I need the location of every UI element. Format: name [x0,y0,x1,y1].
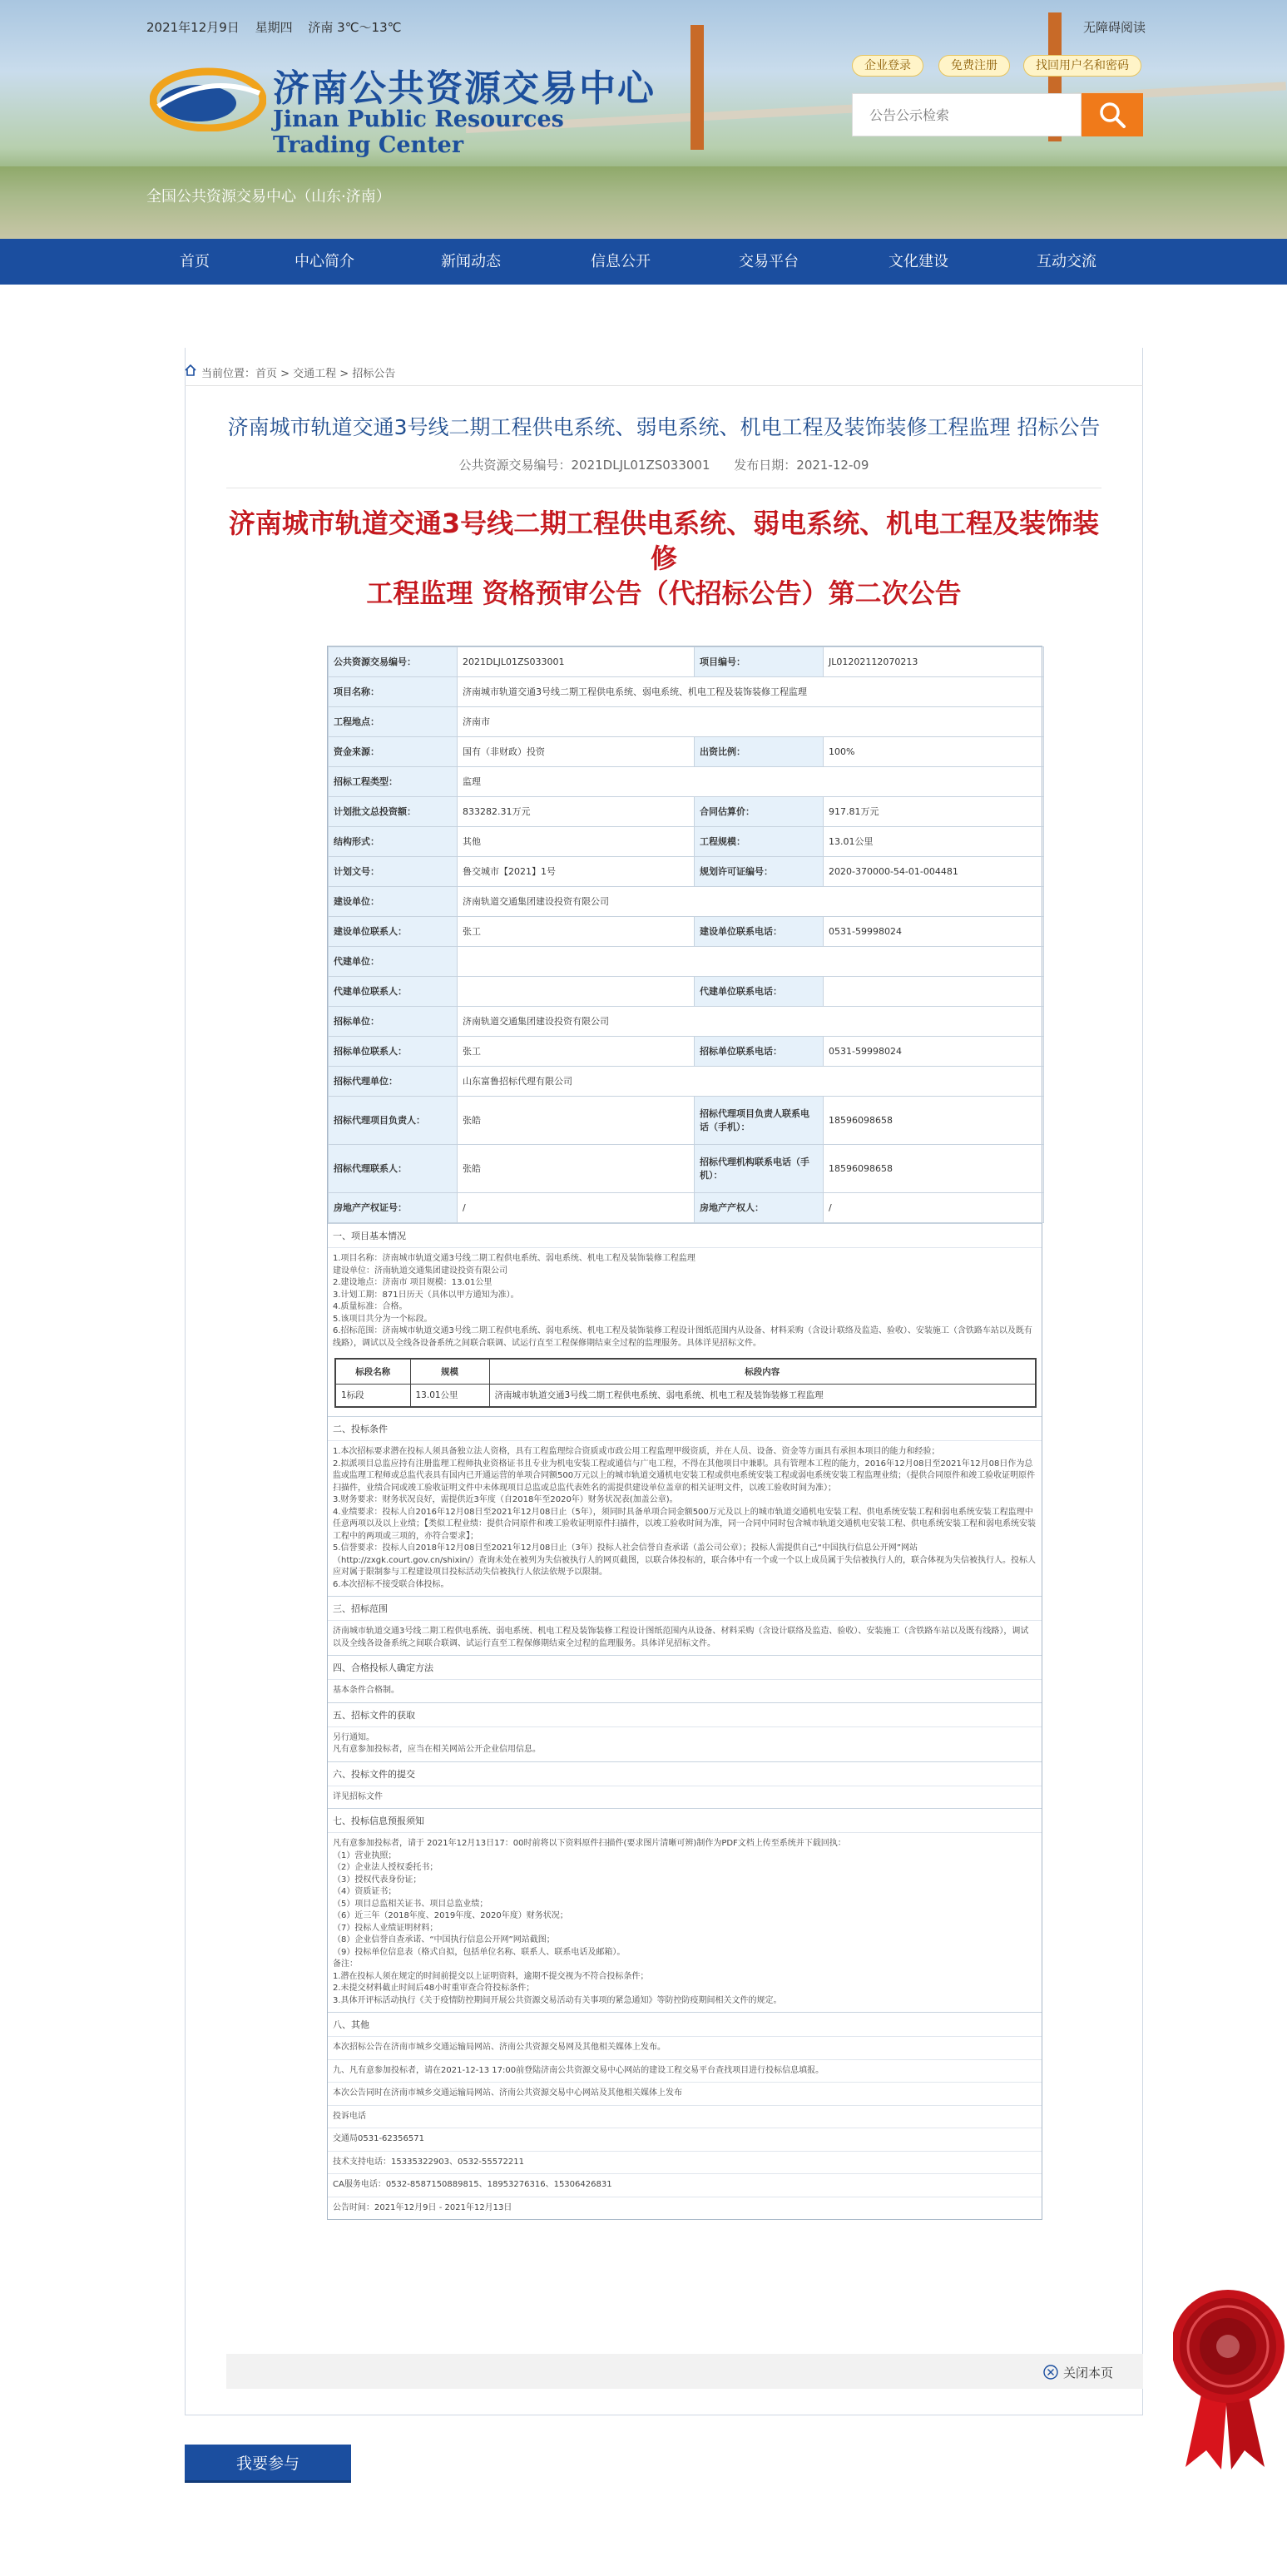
site-logo[interactable] [150,58,666,158]
nav-trading-platform[interactable]: 交易平台 [739,253,799,270]
info-label: 合同估算价： [695,797,824,827]
info-value: 2021DLJL01ZS033001 [458,647,695,677]
info-label: 公共资源交易编号： [329,647,458,677]
info-value: / [824,1193,1044,1223]
info-value: 济南市 [458,707,1044,737]
info-label: 招标单位： [329,1007,458,1037]
breadcrumb [185,358,1143,386]
participate-button[interactable]: 我要参与 [185,2445,351,2483]
breadcrumb-text[interactable]: 当前位置：首页 > 交通工程 > 招标公告 [201,368,396,380]
home-icon [185,364,196,376]
table-header-row [335,1359,1036,1384]
info-value: 济南城市轨道交通3号线二期工程供电系统、弱电系统、机电工程及装饰装修工程监理 [458,677,1044,707]
section-title: 八、其他 [328,2012,1042,2036]
info-value: 济南轨道交通集团建设投资有限公司 [458,887,1044,917]
nav-interaction[interactable]: 互动交流 [1037,253,1096,270]
info-label: 招标代理项目负责人联系电话（手机）： [695,1097,824,1145]
table-row [329,1007,1044,1037]
current-weekday: 星期四 [255,20,293,35]
table-row [329,857,1044,887]
table-row [329,707,1044,737]
article-meta [185,456,1143,473]
info-label: 招标工程类型： [329,767,458,797]
info-label: 出资比例： [695,737,824,767]
notice-document [327,646,1042,2220]
info-value: 山东富鲁招标代理有限公司 [458,1067,1044,1097]
bid-cell-scale: 13.01公里 [410,1384,489,1407]
info-label: 代建单位联系电话： [695,977,824,1007]
section-body: 基本条件合格制。 [328,1679,1042,1702]
info-value: 张皓 [458,1145,695,1193]
info-label: 代建单位： [329,947,458,977]
info-label: 招标代理项目负责人： [329,1097,458,1145]
info-value: 张皓 [458,1097,695,1145]
section-title: 五、招标文件的获取 [328,1702,1042,1726]
section-title: 二、投标条件 [328,1416,1042,1440]
section-body: 本次招标公告在济南市城乡交通运输局网站、济南公共资源交易网及其他相关媒体上发布。 [328,2036,1042,2059]
notice-headline-line-2: 工程监理 资格预审公告（代招标公告）第二次公告 [366,577,962,609]
info-value: 18596098658 [824,1097,1044,1145]
section-title: 七、投标信息预报须知 [328,1808,1042,1832]
info-label: 招标代理单位： [329,1067,458,1097]
page-title: 济南城市轨道交通3号线二期工程供电系统、弱电系统、机电工程及装饰装修工程监理 招标公告 [227,415,1101,439]
table-row [329,827,1044,857]
info-label: 招标单位联系电话： [695,1037,824,1067]
notice-period: 公告时间：2021年12月9日 - 2021年12月13日 [328,2197,1042,2220]
nav-culture[interactable]: 文化建设 [889,253,948,270]
free-register-button[interactable]: 免费注册 [938,55,1010,77]
bid-header-name: 标段名称 [335,1359,410,1384]
info-label: 招标单位联系人： [329,1037,458,1067]
table-row [329,1067,1044,1097]
info-value: 0531-59998024 [824,917,1044,947]
table-row [329,947,1044,977]
info-label: 计划批文总投资额： [329,797,458,827]
info-label: 招标代理机构联系电话（手机）： [695,1145,824,1193]
info-value: 917.81万元 [824,797,1044,827]
publish-date: 发布日期：2021-12-09 [734,458,869,473]
trading-code: 公共资源交易编号：2021DLJL01ZS033001 [458,458,710,473]
section-body: 1.项目名称：济南城市轨道交通3号线二期工程供电系统、弱电系统、机电工程及装饰装修工程监理 建设单位：济南轨道交通集团建设投资有限公司 2.建设地点：济南市 项目规模：13.01公里 3.计划工期：871日历天（具体以甲方通知为准）。 4.质量标准：合格。 5.该项目共分为一个标段。 6.招标范围：济南城市轨道交通3号线二期工程供电系统、弱电系统、机电工程及装饰装修工程设计图纸范围内从设备、材料采购（含设计联络及监造、验收）、安装施工（含铁路车站以及既有线路），调试以及全线各设备系统之间联合联调、试运行直至工程保修期结束全过程的监理服务。具体详见招标文件。 [328,1247,1042,1355]
search-button[interactable] [1082,93,1143,136]
wax-seal-ribbon-icon [1173,2280,1287,2471]
date-weather-line [146,18,413,36]
close-page-link[interactable] [1043,2364,1113,2381]
section-body: 详见招标文件 [328,1786,1042,1809]
info-label: 计划文号： [329,857,458,887]
section-body: 九、凡有意参加投标者，请在2021-12-13 17:00前登陆济南公共资源交易中心网站的建设工程交易平台查找项目进行投标信息填报。 [328,2059,1042,2083]
section-title: 六、投标文件的提交 [328,1761,1042,1786]
section-body: 济南城市轨道交通3号线二期工程供电系统、弱电系统、机电工程及装饰装修工程设计图纸范围内从设备、材料采购（含设计联络及监造、验收）、安装施工（含铁路车站以及既有线路），调试以及全线各设备系统之间联合联调、试运行直至工程保修期结束全过程的监理服务。具体详见招标文件。 [328,1620,1042,1655]
table-row [329,767,1044,797]
table-row [329,887,1044,917]
section-body: 本次公告同时在济南市城乡交通运输局网站、济南公共资源交易中心网站及其他相关媒体上发布 [328,2082,1042,2105]
header-subtitle: 全国公共资源交易中心（山东·济南） [146,188,391,206]
close-bar [226,2354,1143,2389]
logo-chinese-name: 济南公共资源交易中心 [273,67,656,110]
nav-news[interactable]: 新闻动态 [441,253,501,270]
table-row [329,647,1044,677]
recover-account-button[interactable]: 找回用户名和密码 [1023,55,1141,77]
info-label: 建设单位联系电话： [695,917,824,947]
logo-english-name: Jinan Public Resources Trading Center [273,107,564,158]
bid-section-table [334,1358,1037,1408]
info-label: 房地产产权证号： [329,1193,458,1223]
info-label: 项目名称： [329,677,458,707]
info-value: 监理 [458,767,1044,797]
project-info-table [328,646,1044,1223]
info-value [824,977,1044,1007]
info-label: 结构形式： [329,827,458,857]
info-label: 项目编号： [695,647,824,677]
info-value: 0531-59998024 [824,1037,1044,1067]
logo-emblem-icon [150,65,266,131]
current-date: 2021年12月9日 [146,20,240,35]
notice-headline-line-1: 济南城市轨道交通3号线二期工程供电系统、弱电系统、机电工程及装饰装修 [228,508,1100,574]
header-bridge-tower [691,25,704,150]
section-body: 1.本次招标要求潜在投标人须具备独立法人资格，具有工程监理综合资质或市政公用工程监理甲级资质，并在人员、设备、资金等方面具有承担本项目的能力和经验； 2.拟派项目总监应持有注册监理工程师执业资格证书且专业为机电安装工程或通信与广电工程，不得在其他项目中兼职。具有管理本工程的能力，2016年12月08日至2021年12月08日作为总监或监理工程师或总监代表具有国内已开通运营的单项合同额500万元以上的城市轨道交通机电安装工程或供电系统安装工程或弱电系统安装工程监理业绩；（提供合同原件和竣工验收证明原件扫描件，业绩合同或竣工验收证明文件中未体现项目总监或总监代表姓名的需提供建设单位盖章的相关证明文件，以竣工验收时间为准）； 3.财务要求：财务状况良好，需提供近3年度（自2018年至2020年）财务状况表(加盖公章)。 4.业绩要求：投标人自2016年12月08日至2021年12月08日止（5年），须同时具备单项合同金额500万元及以上的城市轨道交通机电安装工程、供电系统安装工程和弱电系统安装工程监理中任意两项以及以上业绩；【类似工程业绩：提供合同原件和竣工验收证明原件扫描件，以竣工验收时间为准，同一合同中同时包含城市轨道交通机电安装工程、供电系统安装工程和弱电系统安装工程中的两项或三项的，亦符合要求】； 5.信誉要求：投标人自2018年12月08日至2021年12月08日止（3年）投标人社会信誉自查承诺（盖公司公章）；投标人需提供自己“中国执行信息公开网”网站（http://zxgk.court.gov.cn/shixin/）查询未处在被列为失信被执行人的网页截图，以联合体投标的，联合体中有一个或一个以上成员属于失信被执行人的，联合体视为失信被执行人。投标人应对属于限制参与工程建设项目投标活动失信被执行人依法依规予以限制。 6.本次招标不接受联合体投标。 [328,1440,1042,1596]
nav-info-disclosure[interactable]: 信息公开 [591,253,651,270]
section-title: 四、合格投标人确定方法 [328,1655,1042,1679]
nav-home[interactable]: 首页 [180,253,210,270]
bid-cell-content: 济南城市轨道交通3号线二期工程供电系统、弱电系统、机电工程及装饰装修工程监理 [489,1384,1036,1407]
info-value [458,947,1044,977]
info-label: 房地产产权人： [695,1193,824,1223]
section-body: 另行通知。 凡有意参加投标者，应当在相关网站公开企业信用信息。 [328,1726,1042,1761]
info-value: 张工 [458,1037,695,1067]
info-value: 13.01公里 [824,827,1044,857]
info-value: 18596098658 [824,1145,1044,1193]
info-value: 833282.31万元 [458,797,695,827]
section-body: 凡有意参加投标者，请于 2021年12月13日17：00时前将以下资料原件扫描件(要求图片清晰可辨)制作为PDF文档上传至系统并下载回执： （1）营业执照； （2）企业法人授权委托书； （3）授权代表身份证； （4）资质证书； （5）项目总监相关证书、项目总监业绩； （6）近三年（2018年度、2019年度、2020年度）财务状况； （7）投标人业绩证明材料； （8）企业信誉自查承诺、“中国执行信息公开网”网站截图； （9）投标单位信息表（格式自拟，包括单位名称、联系人、联系电话及邮箱）。 备注： 1.潜在投标人须在规定的时间前提交以上证明资料，逾期不提交视为不符合投标条件； 2.未提交材料截止时间后48小时重审查合符投标条件； 3.具体开评标活动执行《关于疫情防控期间开展公共资源交易活动有关事项的紧急通知》等防控防疫期间相关文件的规定。 [328,1832,1042,2012]
info-label: 资金来源： [329,737,458,767]
table-row [329,1193,1044,1223]
accessible-reading-link[interactable]: 无障碍阅读 [1083,20,1146,35]
info-value: 其他 [458,827,695,857]
table-row [329,977,1044,1007]
bid-cell-name: 1标段 [335,1384,410,1407]
bid-header-scale: 规模 [410,1359,489,1384]
info-value: 张工 [458,917,695,947]
info-label: 工程地点： [329,707,458,737]
info-value: 2020-370000-54-01-004481 [824,857,1044,887]
info-value: 济南轨道交通集团建设投资有限公司 [458,1007,1044,1037]
table-row [329,917,1044,947]
contact-line: 交通局0531-62356571 [328,2128,1042,2151]
info-value [458,977,695,1007]
info-value: / [458,1193,695,1223]
site-header [0,0,1287,239]
weather-info: 济南 3℃～13℃ [308,20,402,35]
info-label: 代建单位联系人： [329,977,458,1007]
close-icon [1043,2365,1058,2380]
info-label: 招标代理联系人： [329,1145,458,1193]
close-page-label: 关闭本页 [1063,2365,1114,2380]
contact-line: 技术支持电话：15335322903、0532-55572211 [328,2151,1042,2174]
info-label: 工程规模： [695,827,824,857]
search-icon [1098,101,1126,129]
info-value: JL01202112070213 [824,647,1044,677]
table-row [335,1384,1036,1407]
table-row [329,1145,1044,1193]
info-label: 建设单位： [329,887,458,917]
nav-center-intro[interactable]: 中心简介 [295,253,354,270]
main-navigation [0,239,1287,285]
search-box [852,93,1082,136]
company-login-button[interactable]: 企业登录 [852,55,923,77]
info-value: 鲁交城市【2021】1号 [458,857,695,887]
notice-headline [226,506,1101,611]
section-title: 三、招标范围 [328,1596,1042,1620]
table-row [329,737,1044,767]
contact-title: 投诉电话 [328,2105,1042,2128]
info-label: 规划许可证编号： [695,857,824,887]
info-value: 国有（非财政）投资 [458,737,695,767]
search-input[interactable] [853,94,1081,136]
table-row [329,797,1044,827]
table-row [329,1097,1044,1145]
info-label: 建设单位联系人： [329,917,458,947]
section-title: 一、项目基本情况 [328,1223,1042,1247]
table-row [329,677,1044,707]
info-value: 100% [824,737,1044,767]
bid-header-content: 标段内容 [489,1359,1036,1384]
contact-line: CA服务电话：0532-8587150889815、18953276316、15306426831 [328,2173,1042,2197]
table-row [329,1037,1044,1067]
